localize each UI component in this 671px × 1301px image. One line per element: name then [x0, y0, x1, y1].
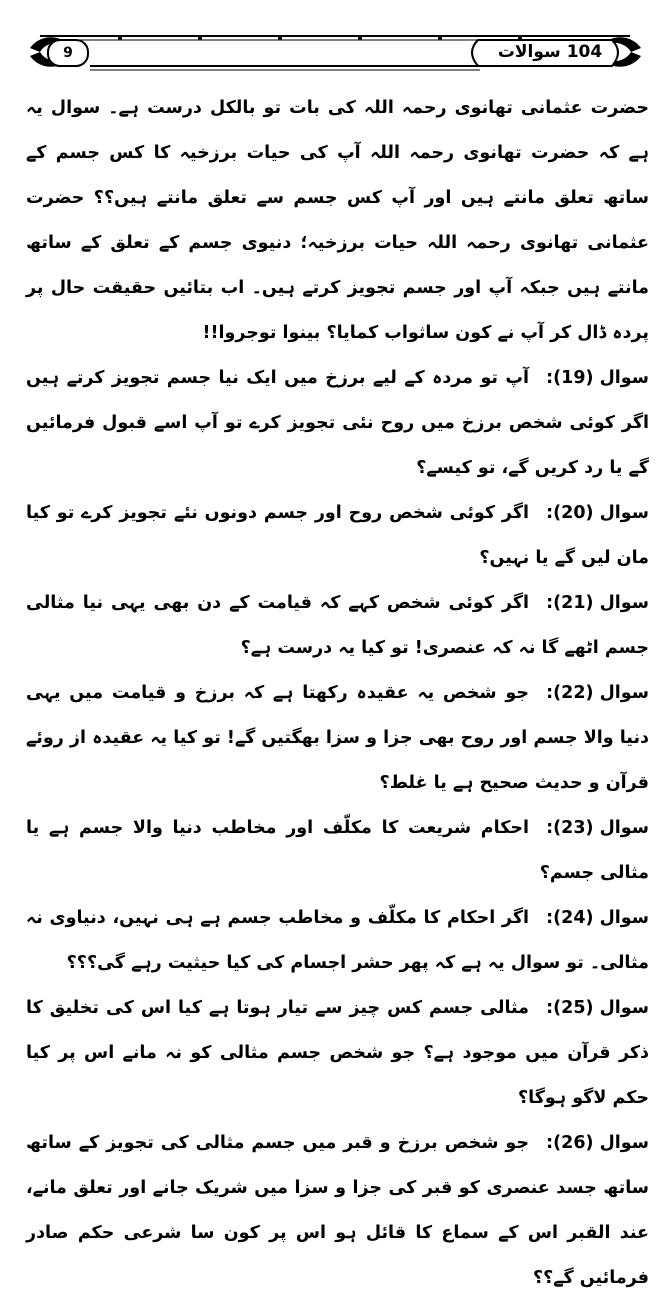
page-number: 9	[63, 45, 73, 61]
question-text: مثالی جسم کس چیز سے تیار ہوتا ہے کیا اس کی تخلیق کا ذکر قرآن میں موجود ہے؟ جو شخص جسم مثالی کو نہ مانے اس پر کیا حکم لاگو ہوگا؟	[26, 998, 649, 1108]
page-body	[26, 86, 649, 1301]
question-label: سوال (23):	[546, 818, 649, 838]
question-text: اگر کوئی شخص کہے کہ قیامت کے دن بھی یہی نیا مثالی جسم اٹھے گا نہ کہ عنصری! تو کیا یہ درست ہے؟	[26, 593, 649, 658]
question-25	[26, 986, 649, 1121]
question-19	[26, 356, 649, 491]
question-text: جو شخص یہ عقیدہ رکھتا ہے کہ برزخ و قیامت میں یہی دنیا والا جسم اور روح بھی جزا و سزا بھگتیں گے! تو کیا یہ عقیدہ از روئے قرآن و حدیث صحیح ہے یا غلط؟	[26, 683, 649, 793]
question-label: سوال (21):	[546, 593, 649, 613]
question-label: سوال (22):	[546, 683, 649, 703]
question-23	[26, 806, 649, 896]
running-title: 104 سوالات	[497, 42, 603, 62]
question-text: آپ تو مردہ کے لیے برزخ میں ایک نیا جسم تجویز کرتے ہیں اگر کوئی شخص برزخ میں روح نئی تجویز کرے تو آپ اسے قبول فرمائیں گے یا رد کریں گے، تو کیسے؟	[26, 368, 649, 478]
question-label: سوال (24):	[546, 908, 649, 928]
page-header	[0, 28, 671, 74]
question-text: احکام شریعت کا مکلّف اور مخاطب دنیا والا جسم ہے یا مثالی جسم؟	[26, 818, 649, 883]
question-22	[26, 671, 649, 806]
question-26	[26, 1121, 649, 1301]
question-24	[26, 896, 649, 986]
question-text: اگر احکام کا مکلّف و مخاطب جسم ہے ہی نہیں، دنیاوی نہ مثالی۔ تو سوال یہ ہے کہ پھر حشر اجسام کی کیا حیثیت رہے گی؟؟؟	[26, 908, 649, 973]
question-label: سوال (26):	[546, 1133, 649, 1153]
question-label: سوال (25):	[546, 998, 649, 1018]
question-21	[26, 581, 649, 671]
intro-paragraph: حضرت عثمانی تھانوی رحمہ اللہ کی بات تو بالکل درست ہے۔ سوال یہ ہے کہ حضرت تھانوی رحمہ اللہ آپ کی حیات برزخیہ کا کس جسم کے ساتھ تعلق مانتے ہیں اور آپ کس جسم سے تعلق مانتے ہیں؟؟ حضرت عثمانی تھانوی رحمہ اللہ حیات برزخیہ؛ دنیوی جسم کے تعلق کے ساتھ مانتے ہیں جبکہ آپ اور جسم تجویز کرتے ہیں۔ اب بتائیں حقیقت حال پر پردہ ڈال کر آپ نے کون ساثواب کمایا؟ بینوا توجروا!!	[26, 98, 649, 343]
question-text: اگر کوئی شخص روح اور جسم دونوں نئے تجویز کرے تو کیا مان لیں گے یا نہیں؟	[26, 503, 649, 568]
question-text: جو شخص برزخ و قبر میں جسم مثالی کی تجویز کے ساتھ ساتھ جسد عنصری کو قبر کی جزا و سزا میں شریک جانے اور تعلق مانے، عند القبر اس کے سماع کا قائل ہو اس پر کون سا شرعی حکم صادر فرمائیں گے؟؟	[26, 1133, 649, 1288]
question-label: سوال (20):	[546, 503, 649, 523]
question-20	[26, 491, 649, 581]
question-label: سوال (19):	[546, 368, 649, 388]
